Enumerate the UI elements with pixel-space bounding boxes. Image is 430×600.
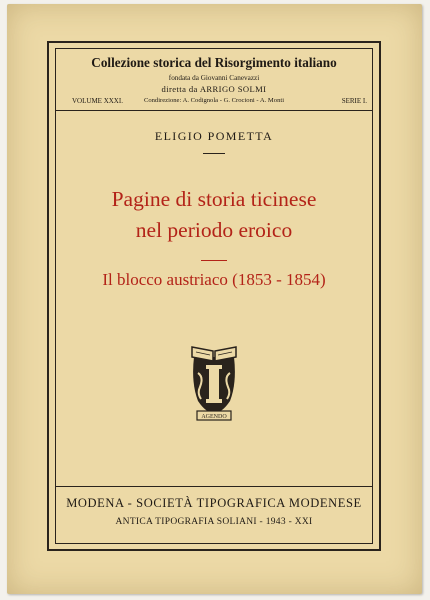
serie-number: SERIE I. bbox=[341, 97, 367, 105]
author-divider bbox=[203, 153, 225, 154]
book-title-line-1: Pagine di storia ticinese bbox=[111, 187, 317, 211]
printer-emblem-icon bbox=[188, 343, 240, 423]
footer-divider bbox=[55, 486, 373, 487]
book-subtitle: Il blocco austriaco (1853 - 1854) bbox=[102, 270, 326, 289]
volume-number: VOLUME XXXI. bbox=[72, 97, 123, 105]
codirection-line: Condirezione: A. Codignola - G. Crocioni - A. Monti bbox=[143, 97, 285, 104]
emblem-motto: AGENDO bbox=[201, 414, 227, 420]
publisher-line: MODENA - SOCIETÀ TIPOGRAFICA MODENESE bbox=[66, 496, 362, 510]
directed-by-line: diretta da ARRIGO SOLMI bbox=[161, 84, 267, 94]
title-divider bbox=[201, 260, 227, 261]
book-title-line-2: nel periodo eroico bbox=[135, 218, 293, 242]
founded-by-line: fondata da Giovanni Canevazzi bbox=[168, 74, 260, 82]
header-divider bbox=[55, 110, 373, 111]
author-name: ELIGIO POMETTA bbox=[154, 129, 274, 143]
cover-border-inner bbox=[55, 48, 373, 544]
printer-line: ANTICA TIPOGRAFIA SOLIANI - 1943 - XXI bbox=[115, 517, 313, 527]
series-title: Collezione storica del Risorgimento italiano bbox=[91, 55, 337, 70]
